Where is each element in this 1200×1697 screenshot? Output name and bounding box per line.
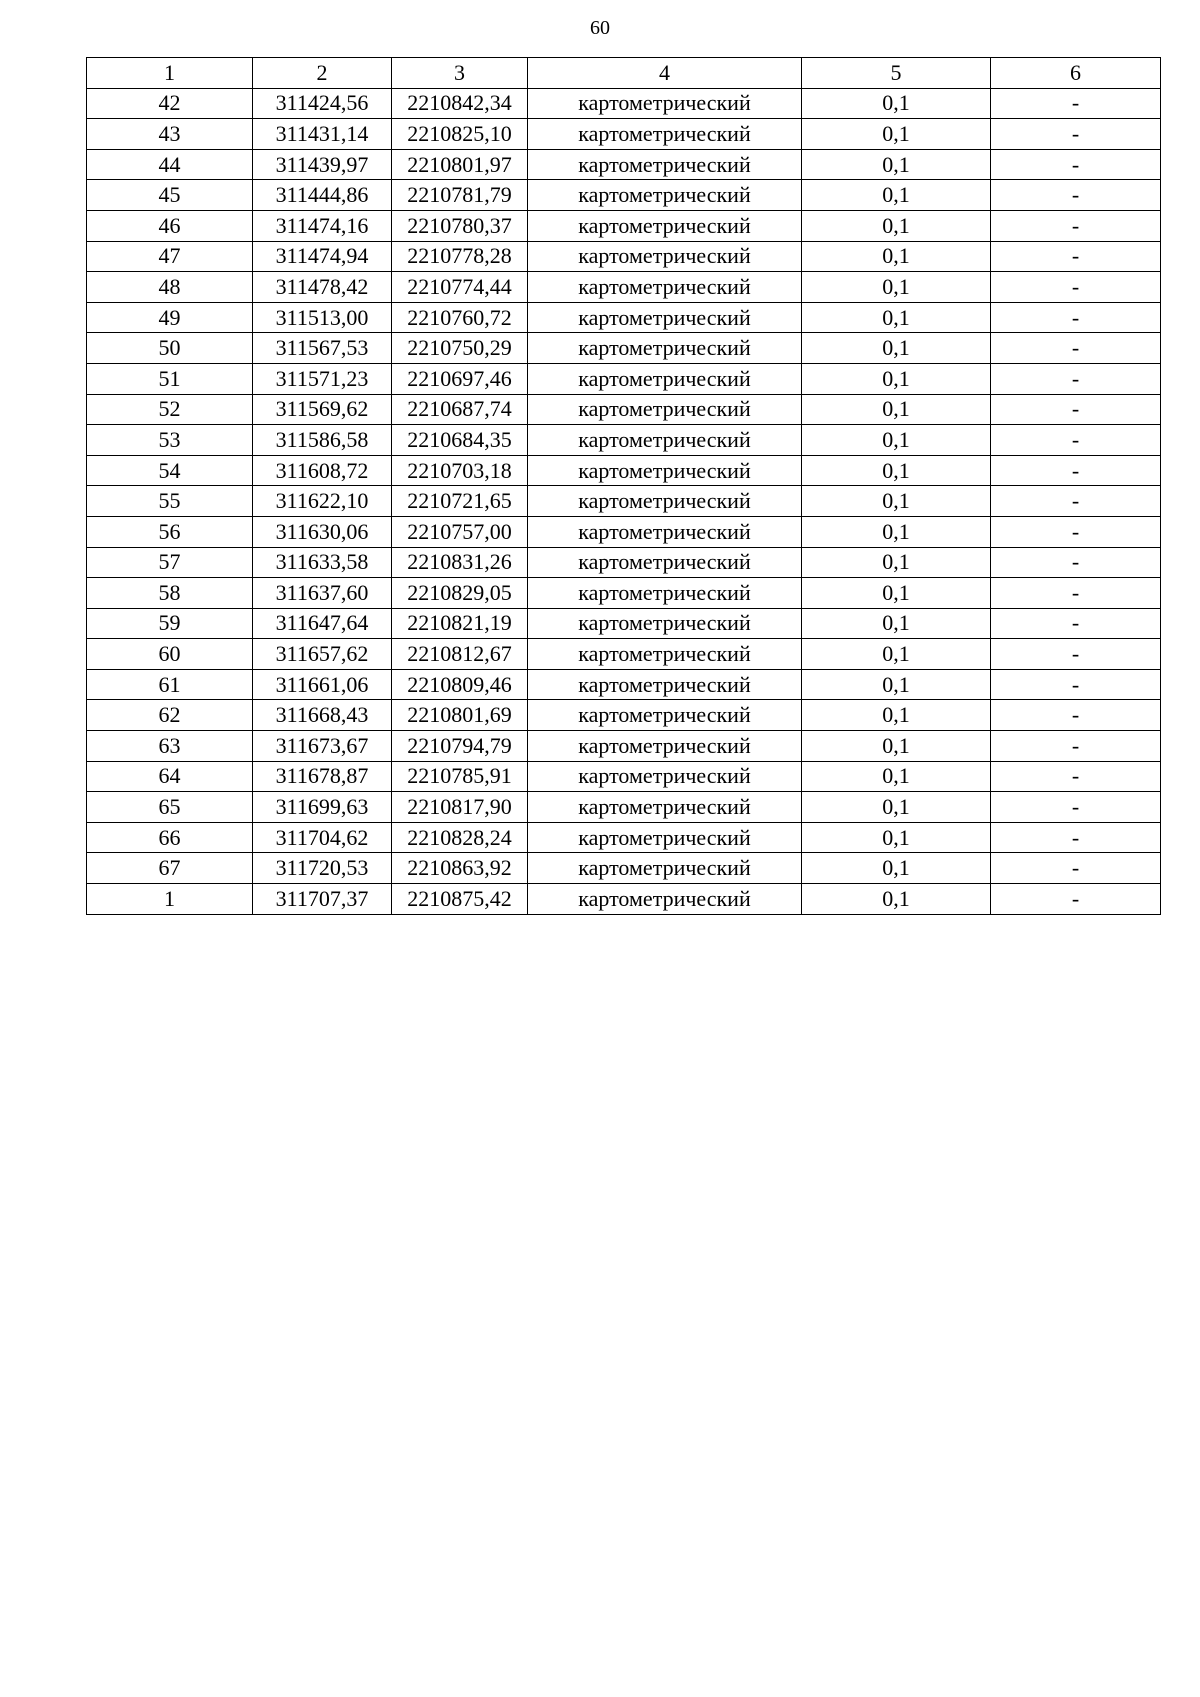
point-number-cell: 58 xyxy=(87,578,253,609)
x-coordinate-cell: 311586,58 xyxy=(253,425,392,456)
point-number-cell: 66 xyxy=(87,822,253,853)
coordinates-table xyxy=(86,57,1161,915)
method-cell: картометрический xyxy=(528,822,802,853)
page-number: 60 xyxy=(590,17,610,39)
method-cell: картометрический xyxy=(528,486,802,517)
table-row xyxy=(87,425,1161,456)
accuracy-cell: 0,1 xyxy=(802,180,991,211)
table-row xyxy=(87,119,1161,150)
x-coordinate-cell: 311571,23 xyxy=(253,363,392,394)
table-row xyxy=(87,547,1161,578)
accuracy-cell: 0,1 xyxy=(802,792,991,823)
table-row xyxy=(87,210,1161,241)
accuracy-cell: 0,1 xyxy=(802,853,991,884)
point-number-cell: 48 xyxy=(87,272,253,303)
x-coordinate-cell: 311424,56 xyxy=(253,88,392,119)
note-cell: - xyxy=(991,547,1161,578)
accuracy-cell: 0,1 xyxy=(802,302,991,333)
x-coordinate-cell: 311668,43 xyxy=(253,700,392,731)
method-cell: картометрический xyxy=(528,394,802,425)
y-coordinate-cell: 2210825,10 xyxy=(392,119,528,150)
method-cell: картометрический xyxy=(528,700,802,731)
note-cell: - xyxy=(991,455,1161,486)
accuracy-cell: 0,1 xyxy=(802,608,991,639)
x-coordinate-cell: 311657,62 xyxy=(253,639,392,670)
column-header: 6 xyxy=(991,58,1161,89)
note-cell: - xyxy=(991,639,1161,670)
point-number-cell: 62 xyxy=(87,700,253,731)
column-header: 3 xyxy=(392,58,528,89)
method-cell: картометрический xyxy=(528,455,802,486)
x-coordinate-cell: 311431,14 xyxy=(253,119,392,150)
x-coordinate-cell: 311720,53 xyxy=(253,853,392,884)
table-row xyxy=(87,792,1161,823)
note-cell: - xyxy=(991,119,1161,150)
x-coordinate-cell: 311678,87 xyxy=(253,761,392,792)
method-cell: картометрический xyxy=(528,578,802,609)
point-number-cell: 49 xyxy=(87,302,253,333)
method-cell: картометрический xyxy=(528,272,802,303)
method-cell: картометрический xyxy=(528,608,802,639)
note-cell: - xyxy=(991,578,1161,609)
point-number-cell: 59 xyxy=(87,608,253,639)
note-cell: - xyxy=(991,180,1161,211)
note-cell: - xyxy=(991,761,1161,792)
table-row xyxy=(87,241,1161,272)
y-coordinate-cell: 2210829,05 xyxy=(392,578,528,609)
accuracy-cell: 0,1 xyxy=(802,119,991,150)
y-coordinate-cell: 2210721,65 xyxy=(392,486,528,517)
x-coordinate-cell: 311567,53 xyxy=(253,333,392,364)
point-number-cell: 65 xyxy=(87,792,253,823)
table-body xyxy=(87,88,1161,914)
x-coordinate-cell: 311661,06 xyxy=(253,669,392,700)
accuracy-cell: 0,1 xyxy=(802,884,991,915)
y-coordinate-cell: 2210684,35 xyxy=(392,425,528,456)
point-number-cell: 1 xyxy=(87,884,253,915)
accuracy-cell: 0,1 xyxy=(802,272,991,303)
accuracy-cell: 0,1 xyxy=(802,578,991,609)
column-header: 4 xyxy=(528,58,802,89)
note-cell: - xyxy=(991,210,1161,241)
table-row xyxy=(87,363,1161,394)
method-cell: картометрический xyxy=(528,180,802,211)
method-cell: картометрический xyxy=(528,88,802,119)
point-number-cell: 52 xyxy=(87,394,253,425)
table-row xyxy=(87,639,1161,670)
accuracy-cell: 0,1 xyxy=(802,149,991,180)
method-cell: картометрический xyxy=(528,884,802,915)
x-coordinate-cell: 311622,10 xyxy=(253,486,392,517)
y-coordinate-cell: 2210778,28 xyxy=(392,241,528,272)
column-header: 1 xyxy=(87,58,253,89)
point-number-cell: 61 xyxy=(87,669,253,700)
x-coordinate-cell: 311474,94 xyxy=(253,241,392,272)
x-coordinate-cell: 311704,62 xyxy=(253,822,392,853)
x-coordinate-cell: 311513,00 xyxy=(253,302,392,333)
note-cell: - xyxy=(991,486,1161,517)
x-coordinate-cell: 311439,97 xyxy=(253,149,392,180)
table-row xyxy=(87,455,1161,486)
column-header: 2 xyxy=(253,58,392,89)
method-cell: картометрический xyxy=(528,639,802,670)
y-coordinate-cell: 2210812,67 xyxy=(392,639,528,670)
x-coordinate-cell: 311608,72 xyxy=(253,455,392,486)
x-coordinate-cell: 311444,86 xyxy=(253,180,392,211)
y-coordinate-cell: 2210842,34 xyxy=(392,88,528,119)
table-row xyxy=(87,608,1161,639)
note-cell: - xyxy=(991,241,1161,272)
method-cell: картометрический xyxy=(528,425,802,456)
note-cell: - xyxy=(991,425,1161,456)
y-coordinate-cell: 2210757,00 xyxy=(392,516,528,547)
y-coordinate-cell: 2210809,46 xyxy=(392,669,528,700)
method-cell: картометрический xyxy=(528,853,802,884)
method-cell: картометрический xyxy=(528,333,802,364)
point-number-cell: 56 xyxy=(87,516,253,547)
point-number-cell: 51 xyxy=(87,363,253,394)
y-coordinate-cell: 2210817,90 xyxy=(392,792,528,823)
x-coordinate-cell: 311474,16 xyxy=(253,210,392,241)
y-coordinate-cell: 2210760,72 xyxy=(392,302,528,333)
column-header: 5 xyxy=(802,58,991,89)
x-coordinate-cell: 311699,63 xyxy=(253,792,392,823)
point-number-cell: 50 xyxy=(87,333,253,364)
table-row xyxy=(87,761,1161,792)
table-row xyxy=(87,302,1161,333)
point-number-cell: 44 xyxy=(87,149,253,180)
accuracy-cell: 0,1 xyxy=(802,547,991,578)
y-coordinate-cell: 2210703,18 xyxy=(392,455,528,486)
point-number-cell: 43 xyxy=(87,119,253,150)
point-number-cell: 67 xyxy=(87,853,253,884)
note-cell: - xyxy=(991,88,1161,119)
table-row xyxy=(87,333,1161,364)
method-cell: картометрический xyxy=(528,149,802,180)
note-cell: - xyxy=(991,731,1161,762)
table-row xyxy=(87,486,1161,517)
x-coordinate-cell: 311647,64 xyxy=(253,608,392,639)
note-cell: - xyxy=(991,272,1161,303)
point-number-cell: 64 xyxy=(87,761,253,792)
point-number-cell: 54 xyxy=(87,455,253,486)
table-row xyxy=(87,578,1161,609)
accuracy-cell: 0,1 xyxy=(802,700,991,731)
table-row xyxy=(87,853,1161,884)
accuracy-cell: 0,1 xyxy=(802,731,991,762)
point-number-cell: 57 xyxy=(87,547,253,578)
table-row xyxy=(87,272,1161,303)
y-coordinate-cell: 2210781,79 xyxy=(392,180,528,211)
y-coordinate-cell: 2210831,26 xyxy=(392,547,528,578)
accuracy-cell: 0,1 xyxy=(802,822,991,853)
table-row xyxy=(87,884,1161,915)
accuracy-cell: 0,1 xyxy=(802,639,991,670)
accuracy-cell: 0,1 xyxy=(802,425,991,456)
x-coordinate-cell: 311478,42 xyxy=(253,272,392,303)
method-cell: картометрический xyxy=(528,547,802,578)
table-row xyxy=(87,88,1161,119)
note-cell: - xyxy=(991,822,1161,853)
table-row xyxy=(87,180,1161,211)
accuracy-cell: 0,1 xyxy=(802,363,991,394)
accuracy-cell: 0,1 xyxy=(802,88,991,119)
table-row xyxy=(87,149,1161,180)
accuracy-cell: 0,1 xyxy=(802,333,991,364)
table-row xyxy=(87,669,1161,700)
table-row xyxy=(87,394,1161,425)
point-number-cell: 55 xyxy=(87,486,253,517)
point-number-cell: 53 xyxy=(87,425,253,456)
y-coordinate-cell: 2210687,74 xyxy=(392,394,528,425)
point-number-cell: 60 xyxy=(87,639,253,670)
y-coordinate-cell: 2210801,69 xyxy=(392,700,528,731)
table-header-row xyxy=(87,58,1161,89)
accuracy-cell: 0,1 xyxy=(802,455,991,486)
accuracy-cell: 0,1 xyxy=(802,486,991,517)
point-number-cell: 45 xyxy=(87,180,253,211)
x-coordinate-cell: 311637,60 xyxy=(253,578,392,609)
y-coordinate-cell: 2210780,37 xyxy=(392,210,528,241)
note-cell: - xyxy=(991,333,1161,364)
y-coordinate-cell: 2210875,42 xyxy=(392,884,528,915)
point-number-cell: 42 xyxy=(87,88,253,119)
method-cell: картометрический xyxy=(528,363,802,394)
method-cell: картометрический xyxy=(528,669,802,700)
note-cell: - xyxy=(991,608,1161,639)
y-coordinate-cell: 2210863,92 xyxy=(392,853,528,884)
method-cell: картометрический xyxy=(528,241,802,272)
method-cell: картометрический xyxy=(528,516,802,547)
accuracy-cell: 0,1 xyxy=(802,394,991,425)
note-cell: - xyxy=(991,884,1161,915)
y-coordinate-cell: 2210774,44 xyxy=(392,272,528,303)
point-number-cell: 47 xyxy=(87,241,253,272)
accuracy-cell: 0,1 xyxy=(802,241,991,272)
method-cell: картометрический xyxy=(528,119,802,150)
note-cell: - xyxy=(991,363,1161,394)
method-cell: картометрический xyxy=(528,792,802,823)
point-number-cell: 46 xyxy=(87,210,253,241)
y-coordinate-cell: 2210801,97 xyxy=(392,149,528,180)
note-cell: - xyxy=(991,302,1161,333)
method-cell: картометрический xyxy=(528,302,802,333)
note-cell: - xyxy=(991,700,1161,731)
method-cell: картометрический xyxy=(528,761,802,792)
note-cell: - xyxy=(991,516,1161,547)
accuracy-cell: 0,1 xyxy=(802,210,991,241)
y-coordinate-cell: 2210821,19 xyxy=(392,608,528,639)
note-cell: - xyxy=(991,853,1161,884)
accuracy-cell: 0,1 xyxy=(802,669,991,700)
y-coordinate-cell: 2210750,29 xyxy=(392,333,528,364)
point-number-cell: 63 xyxy=(87,731,253,762)
note-cell: - xyxy=(991,394,1161,425)
note-cell: - xyxy=(991,792,1161,823)
x-coordinate-cell: 311633,58 xyxy=(253,547,392,578)
x-coordinate-cell: 311707,37 xyxy=(253,884,392,915)
note-cell: - xyxy=(991,149,1161,180)
table-row xyxy=(87,822,1161,853)
accuracy-cell: 0,1 xyxy=(802,516,991,547)
y-coordinate-cell: 2210828,24 xyxy=(392,822,528,853)
x-coordinate-cell: 311673,67 xyxy=(253,731,392,762)
method-cell: картометрический xyxy=(528,210,802,241)
accuracy-cell: 0,1 xyxy=(802,761,991,792)
y-coordinate-cell: 2210697,46 xyxy=(392,363,528,394)
y-coordinate-cell: 2210794,79 xyxy=(392,731,528,762)
y-coordinate-cell: 2210785,91 xyxy=(392,761,528,792)
table-row xyxy=(87,516,1161,547)
method-cell: картометрический xyxy=(528,731,802,762)
x-coordinate-cell: 311569,62 xyxy=(253,394,392,425)
table-row xyxy=(87,731,1161,762)
table-row xyxy=(87,700,1161,731)
x-coordinate-cell: 311630,06 xyxy=(253,516,392,547)
note-cell: - xyxy=(991,669,1161,700)
